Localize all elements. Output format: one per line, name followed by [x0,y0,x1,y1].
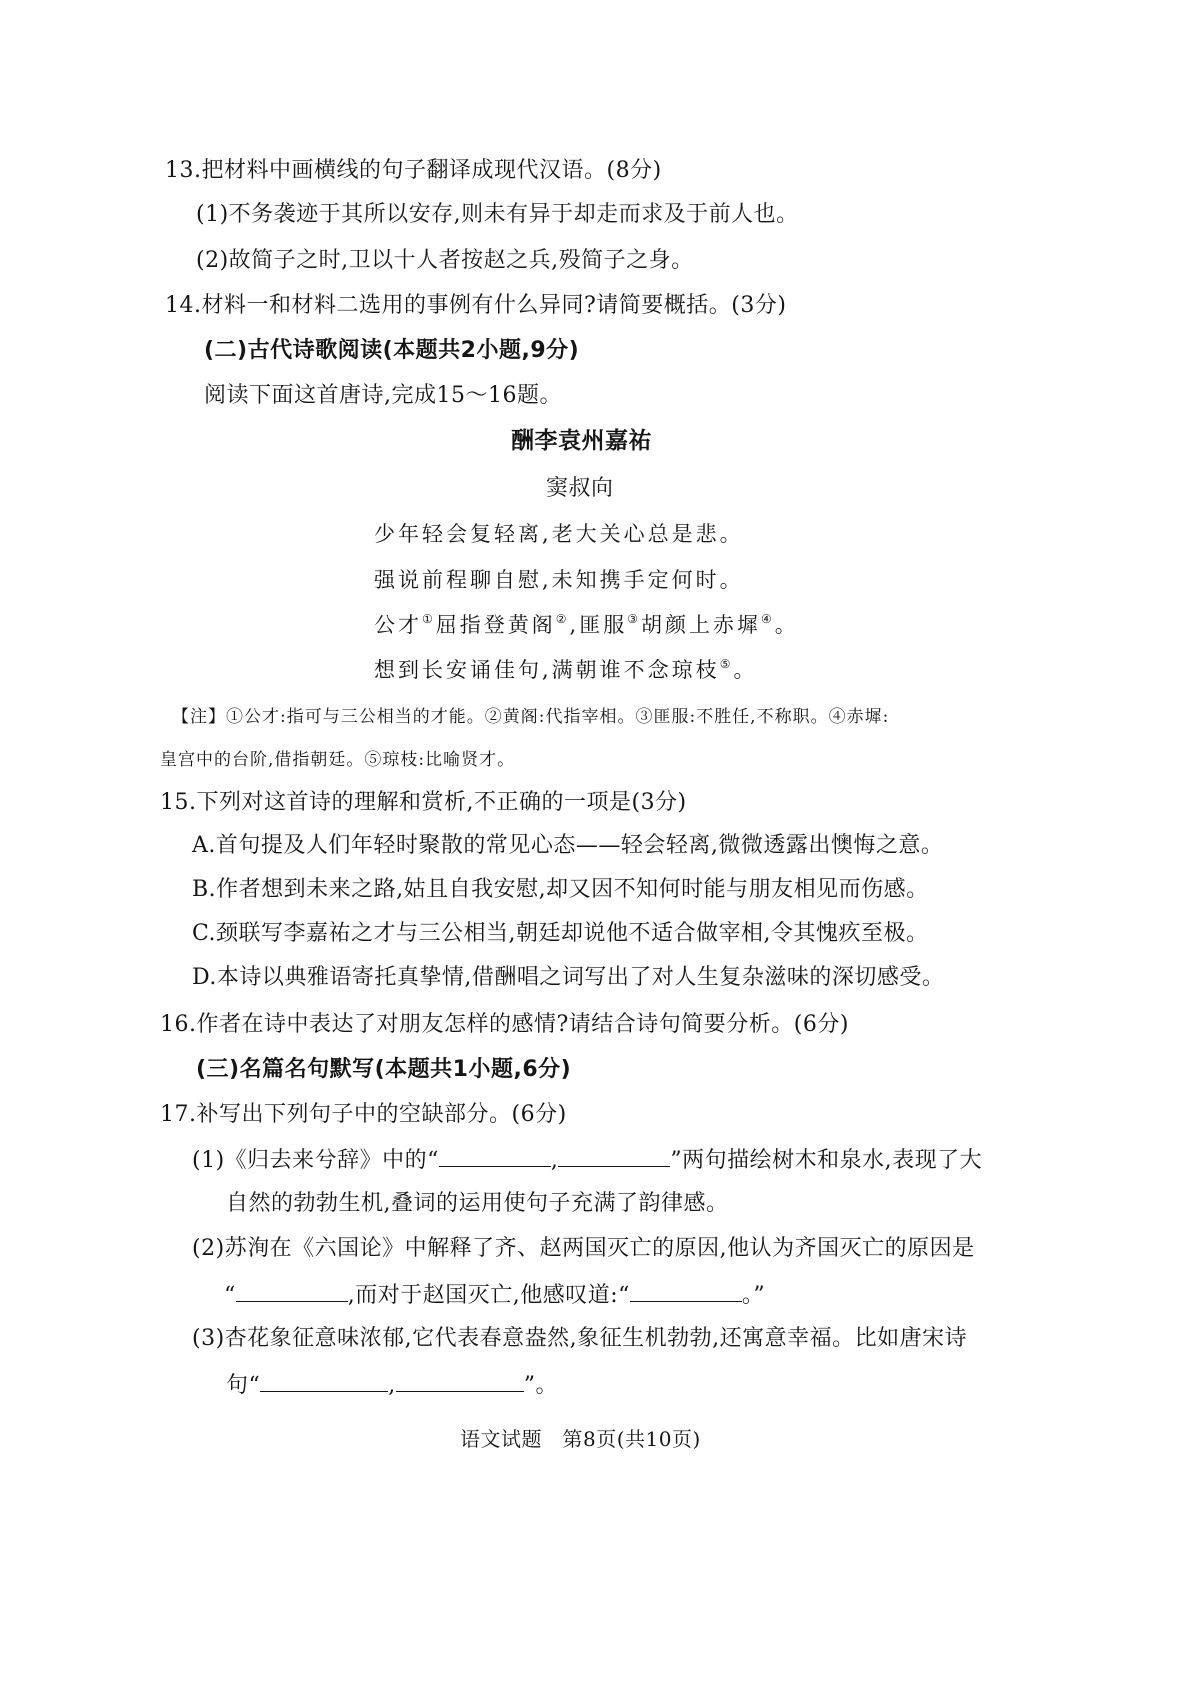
annotation-line-2: 皇宫中的台阶,借指朝廷。⑤琼枝:比喻贤才。 [160,750,516,770]
q13-sentence-2: (2)故简子之时,卫以十人者按赵之兵,殁简子之身。 [196,248,694,273]
q15-option-a: A.首句提及人们年轻时聚散的常见心态——轻会轻离,微微透露出懊悔之意。 [192,833,944,858]
answer-blank[interactable] [260,1369,388,1392]
section-2-heading: (二)古代诗歌阅读(本题共2小题,9分) [204,338,580,363]
poem-line-3: 公才①屈指登黄阁②,匪服③胡颜上赤墀④。 [374,612,799,637]
q17-stem: 17.补写出下列句子中的空缺部分。(6分) [160,1102,567,1127]
q15-option-c: C.颈联写李嘉祐之才与三公相当,朝廷却说他不适合做宰相,令其愧疚至极。 [192,921,929,946]
answer-blank[interactable] [439,1144,551,1167]
q17-item-2-line-1: (2)苏洵在《六国论》中解释了齐、赵两国灭亡的原因,他认为齐国灭亡的原因是 [192,1236,975,1261]
section-3-heading: (三)名篇名句默写(本题共1小题,6分) [196,1057,572,1082]
answer-blank[interactable] [558,1144,670,1167]
poem-line-4: 想到长安诵佳句,满朝谁不念琼枝⑤。 [374,657,758,682]
q15-stem: 15.下列对这首诗的理解和赏析,不正确的一项是(3分) [160,790,687,815]
q16-stem: 16.作者在诗中表达了对朋友怎样的感情?请结合诗句简要分析。(6分) [160,1012,849,1037]
answer-blank[interactable] [236,1279,348,1302]
section-2-intro: 阅读下面这首唐诗,完成15～16题。 [204,383,562,408]
q13-stem: 13.把材料中画横线的句子翻译成现代汉语。(8分) [165,158,662,183]
q15-option-b: B.作者想到未来之路,姑且自我安慰,却又因不知何时能与朋友相见而伤感。 [192,877,929,902]
annotation-line-1: 【注】①公才:指可与三公相当的才能。②黄阁:代指宰相。③匪服:不胜任,不称职。④赤墀: [172,707,890,727]
poem-line-1: 少年轻会复轻离,老大关心总是悲。 [374,522,744,546]
q17-item-3-line-1: (3)杏花象征意味浓郁,它代表春意盎然,象征生机勃勃,还寓意幸福。比如唐宋诗 [192,1326,968,1351]
answer-blank[interactable] [396,1369,524,1392]
q17-item-3-line-2: 句“ , ”。 [226,1369,558,1401]
page-footer: 语文试题 第8页(共10页) [460,1427,701,1451]
q13-sentence-1: (1)不务袭迹于其所以安存,则未有异于却走而求及于前人也。 [196,202,799,227]
q15-option-d: D.本诗以典雅语寄托真挚情,借酬唱之词写出了对人生复杂滋味的深切感受。 [192,965,945,990]
answer-blank[interactable] [630,1279,742,1302]
q17-item-2-line-2: “ ,而对于赵国灭亡,他感叹道:“ 。” [224,1279,765,1311]
q17-item-1-line-2: 自然的勃勃生机,叠词的运用使句子充满了韵律感。 [226,1191,729,1216]
poem-title: 酬李袁州嘉祐 [511,428,652,454]
q14-stem: 14.材料一和材料二选用的事例有什么异同?请简要概括。(3分) [165,293,787,318]
poem-author: 窦叔向 [546,476,614,501]
q17-item-1-line-1: (1)《归去来兮辞》中的“ , ”两句描绘树木和泉水,表现了大 [192,1144,982,1176]
poem-line-2: 强说前程聊自慰,未知携手定何时。 [374,568,744,592]
